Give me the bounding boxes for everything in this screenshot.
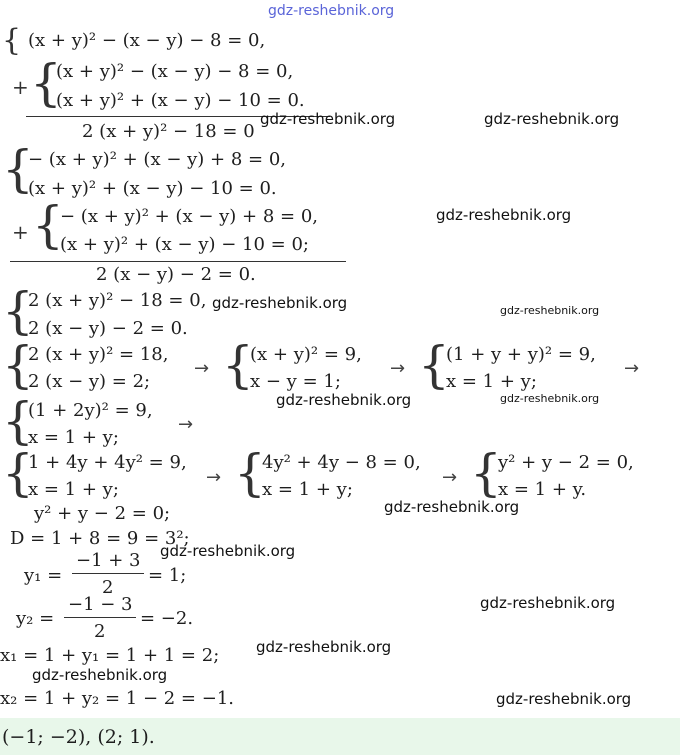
watermark-12: gdz-reshebnik.org <box>32 666 168 684</box>
eq-line-21: x = 1 + y; <box>28 479 119 500</box>
brace-8: { <box>418 336 450 394</box>
sum-rule-2 <box>10 261 346 262</box>
y2-denominator: 2 <box>94 621 106 642</box>
watermark-top: gdz-reshebnik.org <box>268 3 395 19</box>
watermark-6: gdz-reshebnik.org <box>276 391 412 409</box>
eq-line-22: 4y² + 4y − 8 = 0, <box>262 452 421 473</box>
arrow-4: → <box>178 414 194 435</box>
watermark-1: gdz-reshebnik.org <box>260 110 396 128</box>
eq-line-18: (1 + 2y)² = 9, <box>28 400 153 421</box>
brace-9: { <box>2 392 34 450</box>
watermark-3: gdz-reshebnik.org <box>436 206 572 224</box>
eq-line-13: 2 (x − y) = 2; <box>28 371 151 392</box>
eq-line-2: (x + y)² − (x − y) − 8 = 0, <box>56 61 294 82</box>
arrow-6: → <box>442 467 458 488</box>
eq-line-23: x = 1 + y; <box>262 479 353 500</box>
eq-line-24: y² + y − 2 = 0, <box>498 452 634 473</box>
brace-5: { <box>2 282 34 340</box>
y1-denominator: 2 <box>102 577 114 598</box>
brace-11: { <box>234 444 266 502</box>
eq-line-19: x = 1 + y; <box>28 427 119 448</box>
watermark-11: gdz-reshebnik.org <box>256 638 392 656</box>
brace-6: { <box>2 336 34 394</box>
y1-left: y₁ = <box>24 565 63 586</box>
answer-text: (−1; −2), (2; 1). <box>2 726 155 748</box>
eq-line-6: (x + y)² + (x − y) − 10 = 0. <box>28 178 277 199</box>
eq-line-14: (x + y)² = 9, <box>250 344 362 365</box>
x2-line: x₂ = 1 + y₂ = 1 − 2 = −1. <box>0 688 234 709</box>
brace-12: { <box>470 444 502 502</box>
y2-numerator: −1 − 3 <box>68 594 133 615</box>
eq-line-4: 2 (x + y)² − 18 = 0 <box>82 121 255 142</box>
eq-line-8: (x + y)² + (x − y) − 10 = 0; <box>60 234 309 255</box>
eq-line-12: 2 (x + y)² = 18, <box>28 344 169 365</box>
eq-line-20: 1 + 4y + 4y² = 9, <box>28 452 187 473</box>
watermark-2: gdz-reshebnik.org <box>484 110 620 128</box>
watermark-5: gdz-reshebnik.org <box>500 304 600 317</box>
eq-line-7: − (x + y)² + (x − y) + 8 = 0, <box>60 206 319 227</box>
eq-line-5: − (x + y)² + (x − y) + 8 = 0, <box>28 149 287 170</box>
watermark-13: gdz-reshebnik.org <box>496 690 632 708</box>
eq-line-16: (1 + y + y)² = 9, <box>446 344 596 365</box>
eq-line-9: 2 (x − y) − 2 = 0. <box>96 264 256 285</box>
arrow-5: → <box>206 467 222 488</box>
x1-line: x₁ = 1 + y₁ = 1 + 1 = 2; <box>0 645 220 666</box>
arrow-3: → <box>624 358 640 379</box>
brace-1: { <box>2 23 22 58</box>
y1-right: = 1; <box>148 565 187 586</box>
plus-sign-2: + <box>12 220 29 244</box>
eq-line-17: x = 1 + y; <box>446 371 537 392</box>
brace-10: { <box>2 444 34 502</box>
answer-box <box>0 718 680 755</box>
y1-numerator: −1 + 3 <box>76 550 141 571</box>
eq-line-15: x − y = 1; <box>250 371 341 392</box>
eq-line-27: D = 1 + 8 = 9 = 3²; <box>10 528 190 549</box>
eq-line-10: 2 (x + y)² − 18 = 0, <box>28 290 207 311</box>
watermark-7: gdz-reshebnik.org <box>500 392 600 405</box>
y2-fraction-bar <box>64 617 136 618</box>
eq-line-11: 2 (x − y) − 2 = 0. <box>28 318 188 339</box>
watermark-4: gdz-reshebnik.org <box>212 294 348 312</box>
watermark-8: gdz-reshebnik.org <box>384 498 520 516</box>
eq-line-26: y² + y − 2 = 0; <box>34 503 171 524</box>
arrow-1: → <box>194 358 210 379</box>
brace-4: { <box>32 196 64 254</box>
eq-line-1: (x + y)² − (x − y) − 8 = 0, <box>28 30 266 51</box>
y2-left: y₂ = <box>16 608 55 629</box>
brace-2: { <box>30 54 62 112</box>
y1-fraction-bar <box>72 573 144 574</box>
watermark-9: gdz-reshebnik.org <box>160 542 296 560</box>
brace-3: { <box>2 140 34 198</box>
arrow-2: → <box>390 358 406 379</box>
y2-right: = −2. <box>140 608 194 629</box>
plus-sign-1: + <box>12 75 29 99</box>
eq-line-25: x = 1 + y. <box>498 479 587 500</box>
eq-line-3: (x + y)² + (x − y) − 10 = 0. <box>56 90 305 111</box>
brace-7: { <box>222 336 254 394</box>
watermark-10: gdz-reshebnik.org <box>480 594 616 612</box>
